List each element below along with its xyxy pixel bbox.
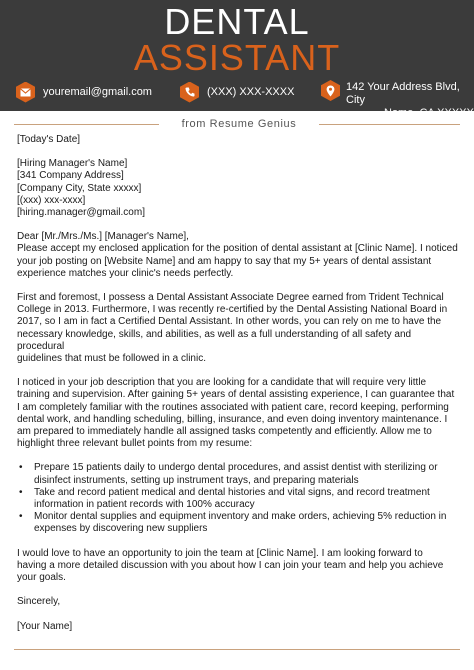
text-line: I noticed in your job description that you are looking for a candidate that will require very little — [17, 377, 427, 389]
recipient-line: [(xxx) xxx-xxxx] — [17, 194, 86, 206]
bullet-item — [17, 511, 459, 535]
text-line: your job posting on [Website Name] and am happy to say that my 5+ years of dental assistant — [17, 255, 432, 267]
text-line: First and foremost, I possess a Dental Assistant Associate Degree earned from Trident Technical — [17, 292, 444, 304]
bullet-item — [17, 462, 459, 486]
letter-date: [Today's Date] — [17, 134, 81, 145]
address-line-2: Name, CA XXXXX — [384, 107, 474, 119]
recipient-line: [Hiring Manager's Name] — [17, 158, 128, 170]
bullet-line: disinfect instruments, setting up instrument trays, and preparing materials — [34, 474, 359, 486]
text-line: dental work, and handling scheduling, billing, insurance, and even doing inventory maintenance. I — [17, 413, 448, 425]
recipient-line: [Company City, State xxxxx] — [17, 182, 142, 194]
text-line: experience matches your clinic's needs perfectly. — [17, 267, 234, 279]
bullet-item — [17, 487, 459, 511]
contact-phone[interactable] — [180, 80, 294, 104]
text-line: am prepared to immediately handle all assigned tasks competently and efficiently. Allow me to — [17, 426, 432, 438]
signature: [Your Name] — [17, 620, 73, 632]
bottom-divider — [14, 649, 460, 650]
text-line: I am completely familiar with the routines associated with patient care, record keeping, performing — [17, 401, 449, 413]
text-line: having a more detailed discussion with you about how I can join your team and help you achieve — [17, 559, 444, 571]
bullet-line: • Take and record patient medical and dental histories and vital signs, and record treatment — [34, 486, 430, 498]
salutation: Dear [Mr./Mrs./Ms.] [Manager's Name], — [17, 231, 189, 243]
text-line: your goals. — [17, 572, 66, 584]
divider-line-left — [14, 124, 159, 125]
text-line: necessary knowledge, skills, and abilities, as well as a full understanding of all safety and procedural — [17, 328, 412, 352]
phone-icon — [180, 82, 199, 103]
bullet-list — [17, 462, 459, 535]
text-line: highlight three relevant bullet points from my resume: — [17, 438, 253, 450]
paragraph-2 — [17, 292, 459, 365]
paragraph-4 — [17, 548, 459, 585]
bullet-line: • Prepare 15 patients daily to undergo dental procedures, and assist dentist with sterilizing or — [34, 462, 438, 474]
header-banner — [0, 0, 474, 119]
text-line: guidelines that must be followed in a clinic. — [17, 353, 206, 365]
location-pin-icon — [321, 80, 340, 101]
address-line-1: 142 Your Address Blvd, City — [346, 81, 460, 106]
divider-text: from Resume Genius — [181, 118, 297, 130]
letter-body — [17, 134, 459, 633]
recipient-line: [hiring.manager@gmail.com] — [17, 207, 145, 219]
email-text: youremail@gmail.com — [43, 86, 152, 98]
text-line: 2017, so I am in fact a Certified Dental Assistant. In other words, you can rely on me to have the — [17, 316, 442, 328]
closing: Sincerely, — [17, 596, 61, 608]
paragraph-1 — [17, 243, 459, 280]
bullet-line: • Monitor dental supplies and equipment inventory and make orders, achieving 5% reduction in — [34, 511, 447, 523]
text-line: College in 2013. Furthermore, I was recently re-certified by the Dental Assisting National Board in — [17, 304, 448, 316]
recipient-line: [341 Company Address] — [17, 170, 124, 182]
divider — [14, 117, 460, 131]
bullet-line: information in patient records with 100% accuracy — [34, 499, 255, 511]
text-line: training and supervision. After gaining 5+ years of dental assisting experience, I can guarantee that — [17, 389, 455, 401]
contact-address — [321, 80, 474, 119]
bullet-line: expenses by discovering new suppliers — [34, 523, 208, 535]
paragraph-3 — [17, 377, 459, 450]
contact-email[interactable] — [16, 80, 152, 104]
phone-text: (XXX) XXX-XXXX — [207, 86, 295, 98]
name-line-2: ASSISTANT — [133, 37, 341, 78]
divider-line-right — [319, 124, 460, 125]
email-icon — [16, 82, 35, 103]
name-line-1: DENTAL — [164, 1, 310, 42]
address-text — [346, 81, 474, 120]
text-line: I would love to have an opportunity to join the team at [Clinic Name]. I am looking forward to — [17, 547, 423, 559]
text-line: Please accept my enclosed application for the position of dental assistant at [Clinic Name]. I noticed — [17, 243, 458, 255]
